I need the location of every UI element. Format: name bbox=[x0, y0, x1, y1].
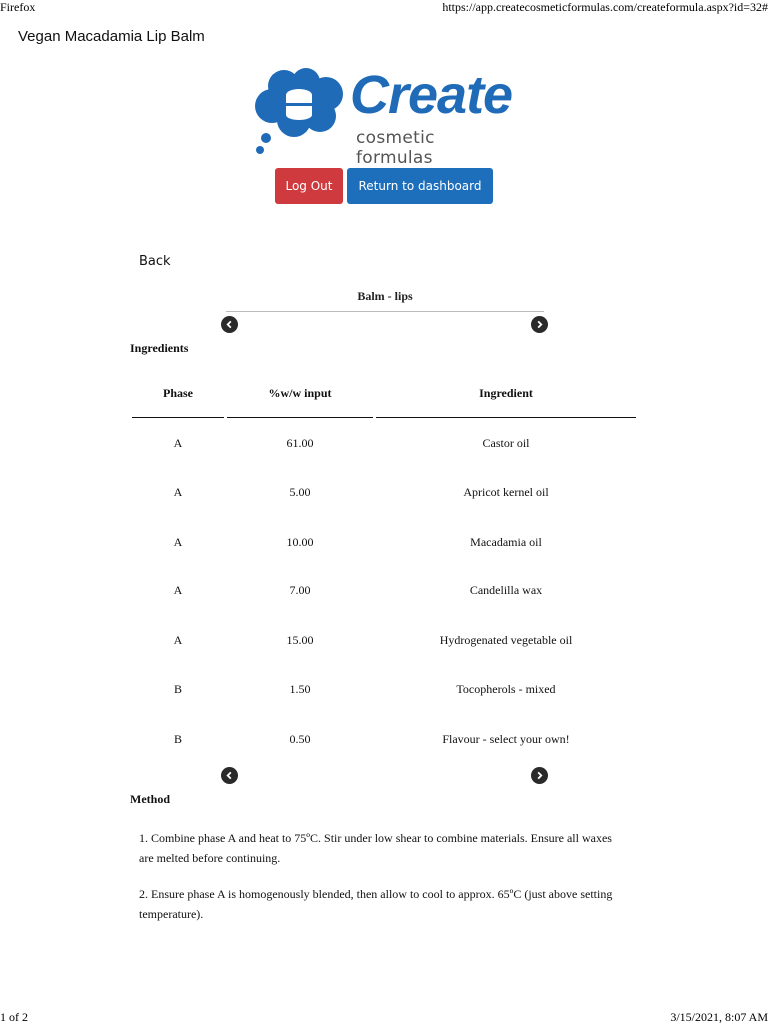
phase-cell: B bbox=[173, 682, 182, 696]
percent-cell: 10.00 bbox=[286, 535, 314, 549]
percent-cell: 7.00 bbox=[289, 583, 311, 597]
previous-arrow-icon[interactable] bbox=[221, 767, 238, 784]
next-arrow-icon[interactable] bbox=[531, 316, 548, 333]
phase-cell: B bbox=[173, 732, 182, 746]
method-step: 1. Combine phase A and heat to 75ºC. Stir under low shear to combine materials. Ensure all waxes are melted before continuing. bbox=[139, 831, 612, 865]
method-step: 2. Ensure phase A is homogenously blended, then allow to cool to approx. 65ºC (just above setting temperature). bbox=[139, 887, 613, 921]
logo-wordmark: Create bbox=[350, 65, 513, 125]
cloud-jar-icon bbox=[254, 68, 354, 158]
ingredient-cell: Flavour - select your own! bbox=[442, 732, 570, 746]
formula-category: Balm - lips bbox=[357, 289, 413, 303]
percent-cell: 61.00 bbox=[286, 436, 314, 450]
logo[interactable] bbox=[254, 65, 516, 168]
page-url: https://app.createcosmeticformulas.com/createformula.aspx?id=32# bbox=[442, 0, 768, 14]
ingredient-cell: Macadamia oil bbox=[470, 535, 542, 549]
percent-cell: 15.00 bbox=[286, 633, 314, 647]
phase-cell: A bbox=[173, 633, 183, 647]
percent-cell: 0.50 bbox=[289, 732, 311, 746]
header-rule bbox=[376, 417, 636, 418]
percent-cell: 5.00 bbox=[289, 485, 311, 499]
next-arrow-icon[interactable] bbox=[531, 767, 548, 784]
ingredients-heading: Ingredients bbox=[130, 341, 189, 355]
previous-arrow-icon[interactable] bbox=[221, 316, 238, 333]
ingredient-cell: Tocopherols - mixed bbox=[456, 682, 556, 696]
logo-tagline: cosmetic formulas bbox=[356, 128, 435, 168]
percent-cell: 1.50 bbox=[289, 682, 311, 696]
page-count: 1 of 2 bbox=[0, 1010, 28, 1024]
browser-name: Firefox bbox=[0, 0, 36, 14]
phase-cell: A bbox=[173, 436, 183, 450]
back-link[interactable]: Back bbox=[139, 254, 171, 269]
column-header-ingredient: Ingredient bbox=[479, 386, 533, 400]
ingredient-cell: Candelilla wax bbox=[469, 583, 543, 597]
return-to-dashboard-button[interactable]: Return to dashboard bbox=[347, 168, 493, 204]
ingredient-cell: Apricot kernel oil bbox=[463, 485, 549, 499]
method-heading: Method bbox=[130, 792, 170, 806]
column-header-percent: %w/w input bbox=[268, 386, 332, 400]
phase-cell: A bbox=[173, 535, 183, 549]
ingredient-cell: Hydrogenated vegetable oil bbox=[439, 633, 573, 647]
header-rule bbox=[227, 417, 373, 418]
header-rule bbox=[132, 417, 224, 418]
phase-cell: A bbox=[173, 485, 183, 499]
column-header-phase: Phase bbox=[163, 386, 193, 400]
print-datetime: 3/15/2021, 8:07 AM bbox=[670, 1010, 768, 1024]
phase-cell: A bbox=[173, 583, 183, 597]
ingredient-cell: Castor oil bbox=[482, 436, 530, 450]
page-title: Vegan Macadamia Lip Balm bbox=[18, 28, 205, 45]
logout-button[interactable]: Log Out bbox=[275, 168, 343, 204]
category-divider bbox=[226, 311, 544, 312]
